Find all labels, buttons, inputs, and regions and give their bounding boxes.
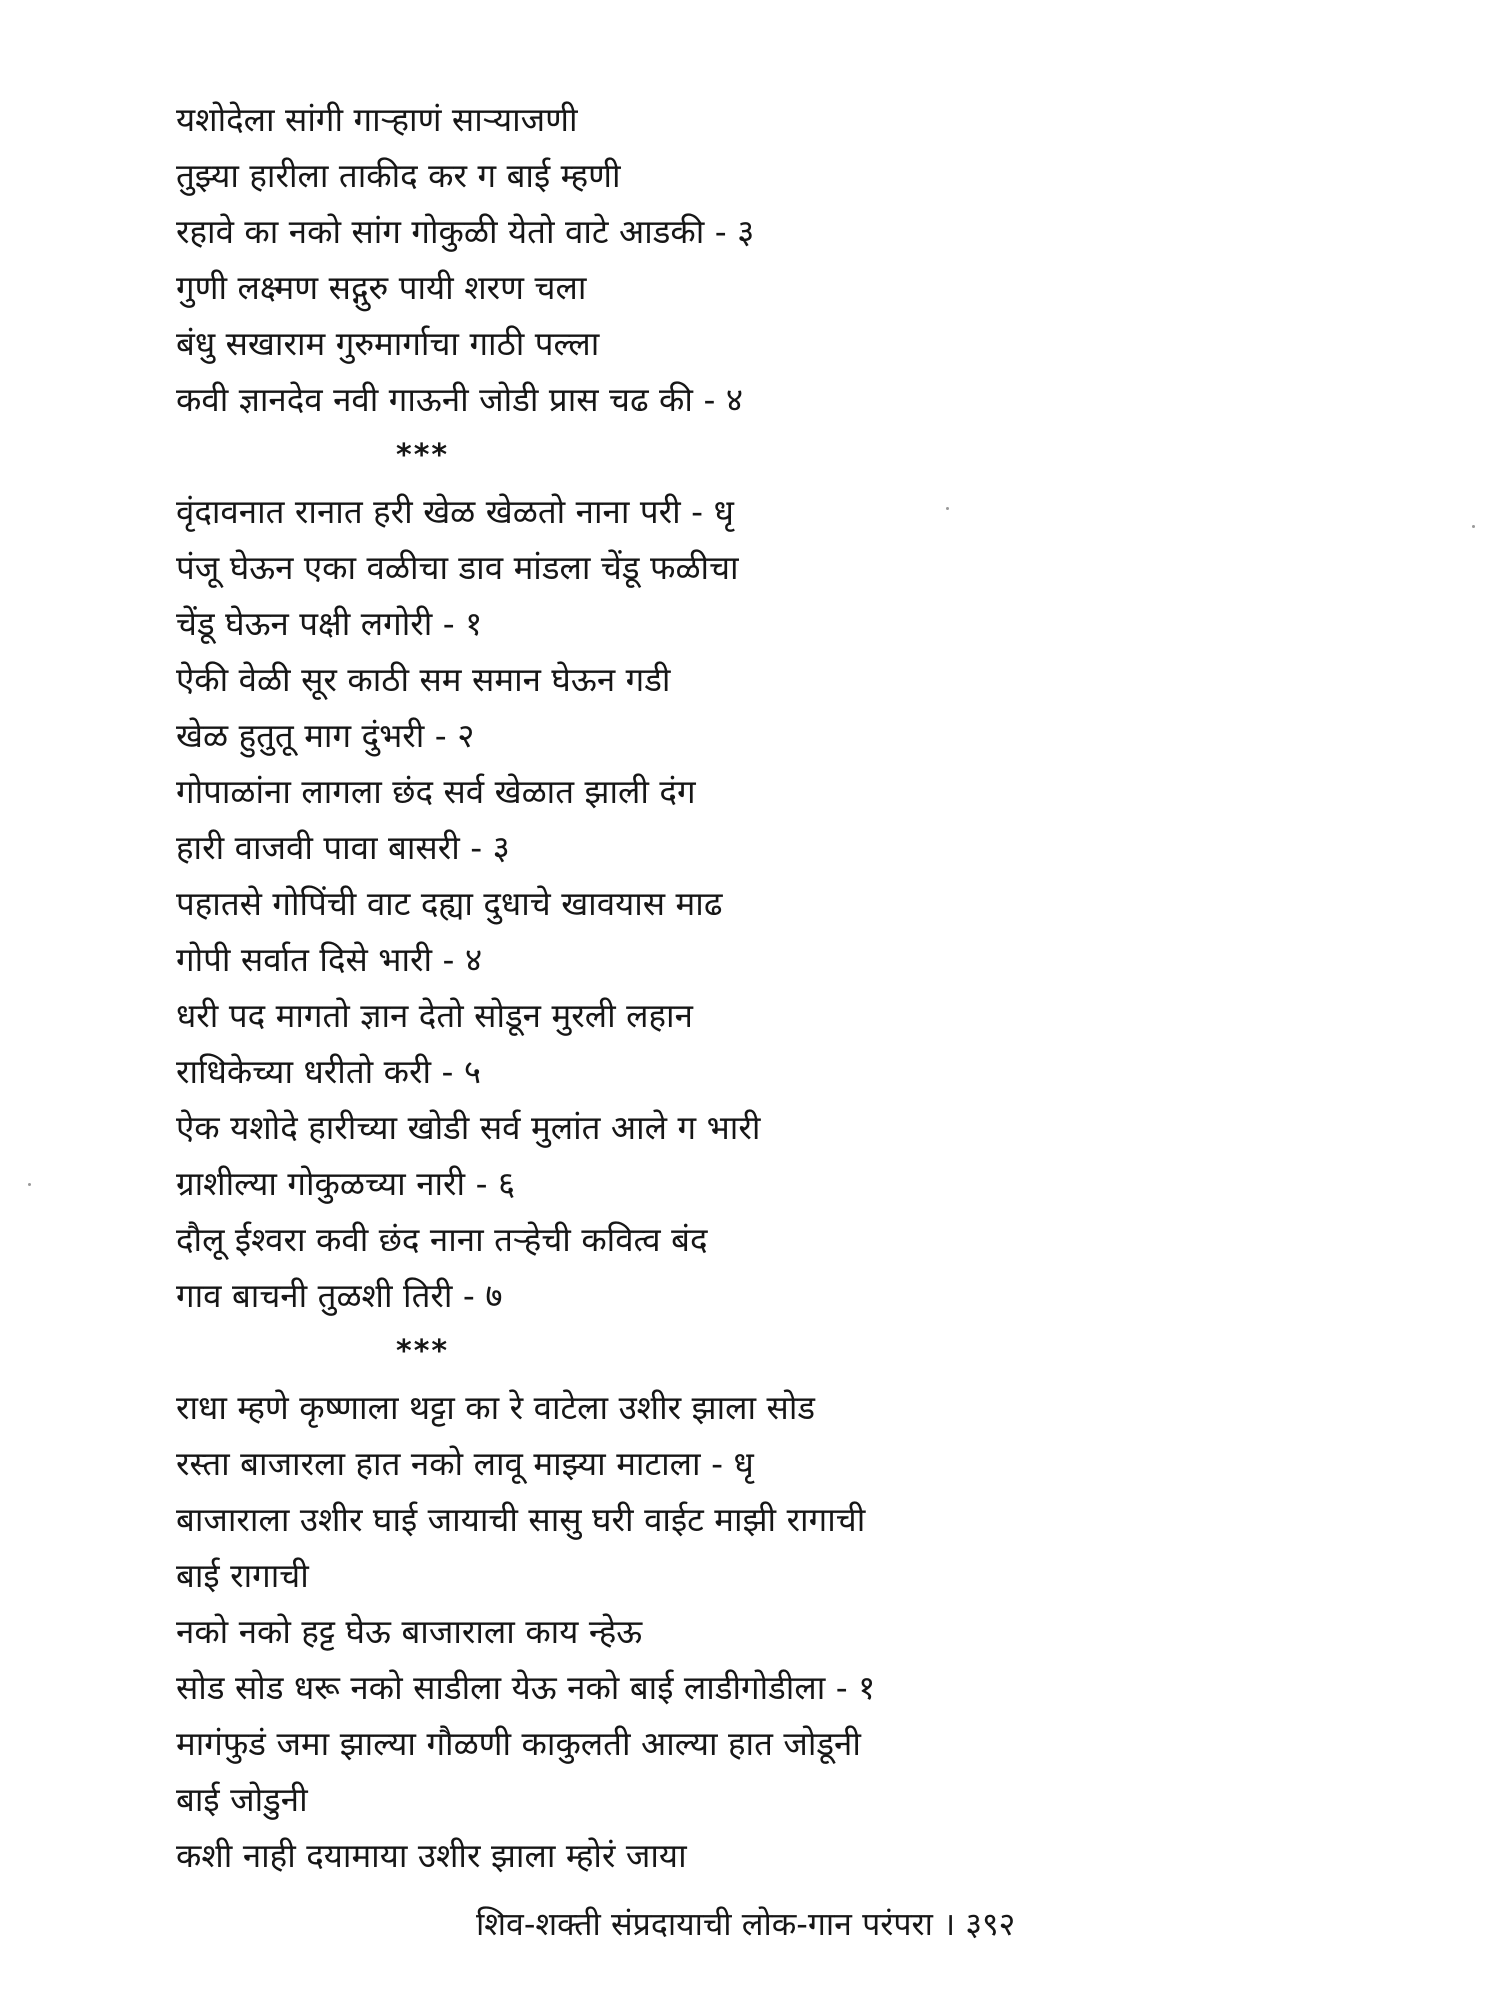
verse-line: रहावे का नको सांग गोकुळी येतो वाटे आडकी - ३: [176, 212, 755, 251]
verse-line: खेळ हुतुतू माग दुंभरी - २: [176, 716, 475, 755]
verse-line: यशोदेला सांगी गाऱ्हाणं साऱ्याजणी: [176, 100, 578, 139]
verse-line: पहातसे गोपिंची वाट दह्या दुधाचे खावयास माढ: [176, 884, 723, 923]
poem-body: [176, 92, 1356, 1884]
scan-speck: [1472, 525, 1475, 528]
verse-line: राधा म्हणे कृष्णाला थट्टा का रे वाटेला उशीर झाला सोड: [176, 1388, 816, 1427]
stanza-separator: ***: [396, 438, 450, 473]
verse-line: रस्ता बाजारला हात नको लावू माझ्या माटाला - धृ: [176, 1444, 754, 1483]
verse-line: ग्राशील्या गोकुळच्या नारी - ६: [176, 1164, 516, 1203]
verse-line: तुझ्या हारीला ताकीद कर ग बाई म्हणी: [176, 156, 621, 195]
verse-line: गुणी लक्ष्मण सद्गुरु पायी शरण चला: [176, 268, 587, 307]
verse-line: ऐकी वेळी सूर काठी सम समान घेऊन गडी: [176, 660, 671, 699]
verse-line: दौलू ईश्वरा कवी छंद नाना तऱ्हेची कवित्व बंद: [176, 1220, 708, 1259]
verse-line: ऐक यशोदे हारीच्या खोडी सर्व मुलांत आले ग भारी: [176, 1108, 761, 1147]
verse-line: बाई रागाची: [176, 1556, 309, 1595]
scan-speck: [28, 1183, 31, 1186]
stanza-3: [176, 1380, 1356, 1884]
verse-line: राधिकेच्या धरीतो करी - ५: [176, 1052, 482, 1091]
verse-line: कवी ज्ञानदेव नवी गाऊनी जोडी प्रास चढ की - ४: [176, 380, 743, 419]
scan-speck: [946, 507, 949, 510]
verse-line: नको नको हट्ट घेऊ बाजाराला काय न्हेऊ: [176, 1612, 643, 1651]
verse-line: बाई जोडुनी: [176, 1780, 308, 1819]
stanza-separator: ***: [396, 1334, 450, 1369]
verse-line: कशी नाही दयामाया उशीर झाला म्होरं जाया: [176, 1836, 687, 1875]
verse-line: बाजाराला उशीर घाई जायाची सासु घरी वाईट माझी रागाची: [176, 1500, 866, 1539]
verse-line: गाव बाचनी तुळशी तिरी - ७: [176, 1276, 503, 1315]
stanza-1: [176, 92, 1356, 428]
verse-line: धरी पद मागतो ज्ञान देतो सोडून मुरली लहान: [176, 996, 693, 1035]
page-footer: शिव-शक्ती संप्रदायाची लोक-गान परंपरा । ३९२: [476, 1905, 1016, 1943]
verse-line: गोपी सर्वात दिसे भारी - ४: [176, 940, 483, 979]
verse-line: सोड सोड धरू नको साडीला येऊ नको बाई लाडीगोडीला - १: [176, 1668, 876, 1707]
stanza-2: [176, 484, 1356, 1324]
verse-line: वृंदावनात रानात हरी खेळ खेळतो नाना परी - धृ: [176, 492, 734, 531]
verse-line: चेंडू घेऊन पक्षी लगोरी - १: [176, 604, 483, 643]
verse-line: पंजू घेऊन एका वळीचा डाव मांडला चेंडू फळीचा: [176, 548, 739, 587]
verse-line: बंधु सखाराम गुरुमार्गाचा गाठी पल्ला: [176, 324, 600, 363]
verse-line: मागंफुडं जमा झाल्या गौळणी काकुलती आल्या हात जोडूनी: [176, 1724, 861, 1763]
verse-line: गोपाळांना लागला छंद सर्व खेळात झाली दंग: [176, 772, 696, 811]
verse-line: हारी वाजवी पावा बासरी - ३: [176, 828, 510, 867]
